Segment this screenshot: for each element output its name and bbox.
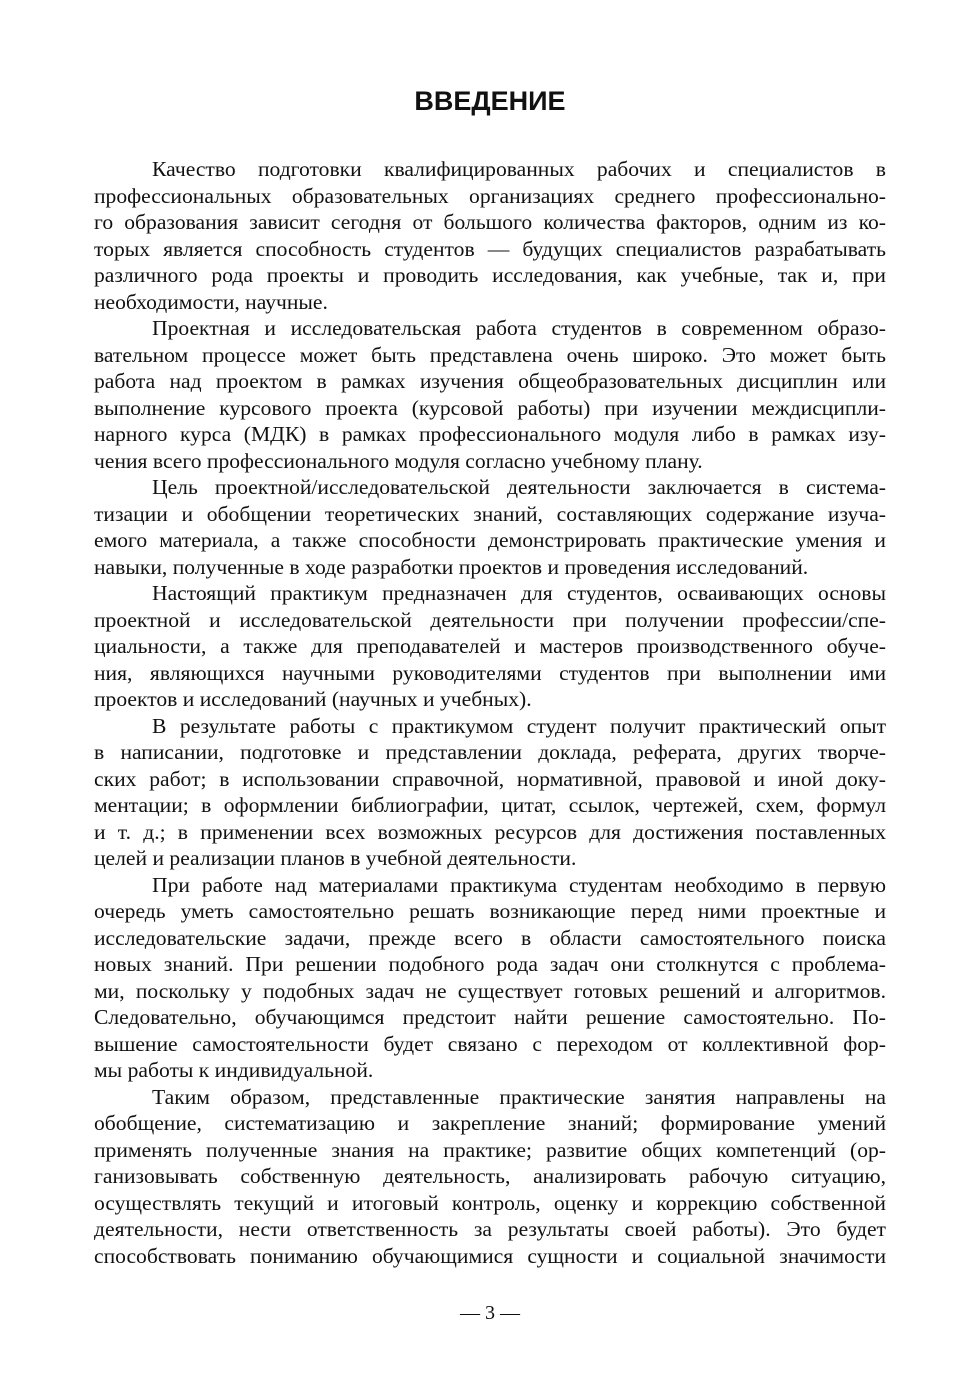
text-line: чения всего профессионального модуля согласно учебному плану. bbox=[94, 448, 703, 473]
text-line: циальности, а также для преподавателей и мастеров производственного обуче- bbox=[94, 634, 886, 658]
text-line: вательном процессе может быть представлена очень широко. Это может быть bbox=[94, 342, 886, 367]
text-line: исследовательские задачи, прежде всего в области самостоятельного поиска bbox=[94, 925, 886, 950]
text-line: Качество подготовки квалифицированных рабочих и специалистов в bbox=[152, 157, 886, 181]
page-number: — 3 — bbox=[460, 1302, 520, 1324]
text-line: го образования зависит сегодня от большого количества факторов, одним из ко- bbox=[94, 210, 886, 234]
text-line: ния, являющихся научными руководителями студентов при выполнении ими bbox=[94, 660, 886, 685]
text-line: и т. д.; в применении всех возможных ресурсов для достижения поставленных bbox=[94, 819, 886, 844]
text-line: применять полученные знания на практике; развитие общих компетенций (ор- bbox=[94, 1137, 886, 1162]
text-line: навыки, полученные в ходе разработки проектов и проведения исследований. bbox=[94, 554, 809, 579]
text-line: ганизовывать собственную деятельность, анализировать рабочую ситуацию, bbox=[94, 1164, 886, 1188]
text-line: Настоящий практикум предназначен для студентов, осваивающих основы bbox=[152, 581, 886, 605]
text-line: очередь уметь самостоятельно решать возникающие перед ними проектные и bbox=[94, 899, 886, 923]
page-title: ВВЕДЕНИЕ bbox=[414, 86, 566, 116]
text-line: При работе над материалами практикума студентам необходимо в первую bbox=[152, 872, 886, 897]
text-line: емого материала, а также способности демонстрировать практические умения и bbox=[94, 528, 886, 552]
text-line: Цель проектной/исследовательской деятельности заключается в система- bbox=[152, 475, 886, 499]
text-line: Следовательно, обучающимся предстоит найти решение самостоятельно. По- bbox=[94, 1005, 886, 1029]
body-text bbox=[94, 156, 886, 1269]
text-line: торых является способность студентов — будущих специалистов разрабатывать bbox=[94, 236, 886, 261]
text-line: профессиональных образовательных организациях среднего профессионально- bbox=[94, 183, 886, 208]
text-line: обобщение, систематизацию и закрепление знаний; формирование умений bbox=[94, 1111, 886, 1135]
text-line: В результате работы с практикумом студент получит практический опыт bbox=[152, 713, 886, 738]
paragraph bbox=[94, 872, 886, 1084]
text-line: необходимости, научные. bbox=[94, 289, 328, 314]
paragraph bbox=[94, 1084, 886, 1270]
paragraph bbox=[94, 580, 886, 713]
text-line: проектной и исследовательской деятельности при получении профессии/спе- bbox=[94, 607, 886, 632]
text-line: ских работ; в использовании справочной, нормативной, правовой и иной доку- bbox=[94, 766, 886, 791]
text-line: мы работы к индивидуальной. bbox=[94, 1058, 374, 1082]
paragraph bbox=[94, 474, 886, 580]
paragraph bbox=[94, 713, 886, 872]
text-line: различного рода проекты и проводить исследования, как учебные, так и, при bbox=[94, 263, 886, 287]
text-line: работа над проектом в рамках изучения общеобразовательных дисциплин или bbox=[94, 369, 886, 393]
text-line: Таким образом, представленные практические занятия направлены на bbox=[152, 1084, 886, 1109]
text-line: целей и реализации планов в учебной деятельности. bbox=[94, 846, 577, 870]
text-line: тизации и обобщении теоретических знаний, составляющих содержание изуча- bbox=[94, 501, 886, 526]
text-line: Проектная и исследовательская работа студентов в современном образо- bbox=[152, 316, 886, 340]
text-line: выполнение курсового проекта (курсовой работы) при изучении междисципли- bbox=[94, 395, 886, 420]
text-line: деятельности, нести ответственность за результаты своей работы). Это будет bbox=[94, 1217, 886, 1241]
text-line: ментации; в оформлении библиографии, цитат, ссылок, чертежей, схем, формул bbox=[94, 793, 886, 817]
paragraph bbox=[94, 156, 886, 315]
paragraph bbox=[94, 315, 886, 474]
text-line: нарного курса (МДК) в рамках профессионального модуля либо в рамках изу- bbox=[94, 422, 886, 446]
text-line: осуществлять текущий и итоговый контроль, оценку и коррекцию собственной bbox=[94, 1190, 886, 1215]
text-line: новых знаний. При решении подобного рода задач они столкнутся с проблема- bbox=[94, 952, 886, 976]
text-line: в написании, подготовке и представлении доклада, реферата, других творче- bbox=[94, 740, 886, 764]
text-line: ми, поскольку у подобных задач не существует готовых решений и алгоритмов. bbox=[94, 978, 886, 1003]
text-line: способствовать пониманию обучающимися сущности и социальной значимости bbox=[94, 1243, 886, 1268]
text-line: вышение самостоятельности будет связано с переходом от коллективной фор- bbox=[94, 1031, 886, 1056]
text-line: проектов и исследований (научных и учебных). bbox=[94, 687, 532, 711]
